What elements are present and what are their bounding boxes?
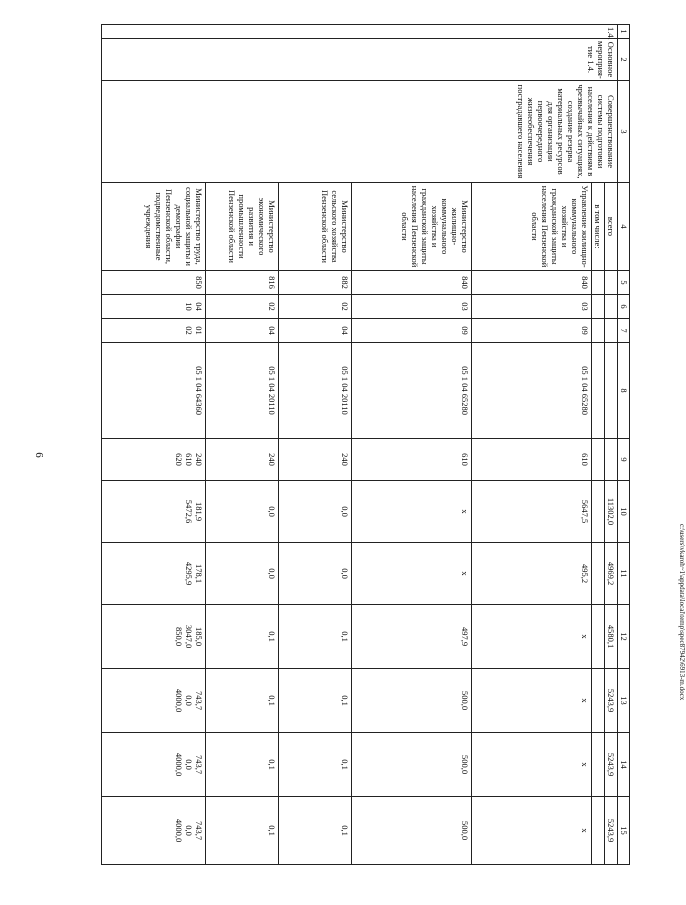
value-cell: 0,0 [278,543,351,605]
header-cell: 9 [618,439,630,481]
code-cell: 610 [351,439,471,481]
value-cell: x [471,797,591,865]
header-cell: 6 [618,295,630,319]
header-cell: 8 [618,343,630,439]
page-number: 6 [33,452,45,458]
header-cell: 1 [618,25,630,39]
code-cell [591,295,604,319]
code-cell: 240 [278,439,351,481]
value-cell: 0,1 [205,797,278,865]
code-cell: 05 1 04 64360 [101,343,205,439]
value-cell: 743,7 0,0 4000,0 [101,733,205,797]
value-cell: 5243,9 [604,733,617,797]
code-cell: 01 02 [101,319,205,343]
code-cell: 240 610 620 [101,439,205,481]
value-cell: 0,1 [205,605,278,669]
measure-type: Основное мероприя-тие 1.4. [101,39,617,81]
table-container [70,24,630,864]
code-cell: 610 [471,439,591,481]
value-cell: 0,1 [205,669,278,733]
header-cell: 14 [618,733,630,797]
code-cell [604,271,617,295]
value-cell: 0,0 [278,481,351,543]
value-cell: 181,9 5472,6 [101,481,205,543]
value-cell: 5243,9 [604,797,617,865]
value-cell: 11302,0 [604,481,617,543]
code-cell: 05 1 04 20110 [278,343,351,439]
code-cell: 840 [471,271,591,295]
header-cell: 2 [618,39,630,81]
value-cell: 0,1 [278,797,351,865]
value-cell [591,733,604,797]
value-cell: 500,0 [351,733,471,797]
code-cell: 05 1 04 65280 [351,343,471,439]
code-cell [604,319,617,343]
executor-cell: Управление жилищно-коммунального хозяйства и гражданской защиты населения Пензенской области [471,183,591,271]
code-cell: 02 [278,295,351,319]
table-row [604,25,617,865]
value-cell [591,605,604,669]
value-cell: 0,1 [278,669,351,733]
value-cell: 5647,5 [471,481,591,543]
executor-cell: Министерство экономического развития и промышленности Пензенской области [205,183,278,271]
value-cell: 0,0 [205,543,278,605]
code-cell: 03 [471,295,591,319]
value-cell: 500,0 [351,797,471,865]
budget-table [101,24,630,865]
measure-description: Совершенствование системы подготовки населения к действиям в чрезвычайных ситуациях, создание резерва материальных ресурсов для организации первоочередного жизнеобеспечения пострадавшего населения [101,81,617,183]
value-cell: 185,0 3047,0 850,0 [101,605,205,669]
footer-file-path: c:\users\vkaroh~1\appdata\local\temp\spec87942\6913-m.docx [678,524,686,701]
executor-cell: Министерство жилищно-коммунального хозяйства и гражданской защиты населения Пензенской области [351,183,471,271]
header-row [618,25,630,865]
executor-cell: Министерство труда, социальной защиты и демографии Пензенской области, подведомственные учреждения [101,183,205,271]
executor-cell: в том числе: [591,183,604,271]
header-cell: 10 [618,481,630,543]
code-cell: 04 10 [101,295,205,319]
header-cell: 11 [618,543,630,605]
code-cell [591,439,604,481]
value-cell: 4969,2 [604,543,617,605]
value-cell: x [351,481,471,543]
code-cell: 03 [351,295,471,319]
header-cell: 13 [618,669,630,733]
value-cell: 0,0 [205,481,278,543]
code-cell: 09 [471,319,591,343]
value-cell: 495,2 [471,543,591,605]
code-cell [604,343,617,439]
code-cell [591,319,604,343]
header-cell: 7 [618,319,630,343]
value-cell: 5243,9 [604,669,617,733]
value-cell: x [471,605,591,669]
value-cell: 4580,1 [604,605,617,669]
value-cell [591,669,604,733]
value-cell [591,797,604,865]
value-cell: x [471,669,591,733]
header-cell: 12 [618,605,630,669]
value-cell: 500,0 [351,669,471,733]
value-cell: 743,7 0,0 4000,0 [101,669,205,733]
code-cell: 840 [351,271,471,295]
executor-cell: всего [604,183,617,271]
code-cell [604,439,617,481]
header-cell: 4 [618,183,630,271]
value-cell [591,481,604,543]
value-cell: 497,9 [351,605,471,669]
code-cell [604,295,617,319]
value-cell [591,543,604,605]
code-cell [591,271,604,295]
rotated-table [70,24,630,864]
value-cell: x [351,543,471,605]
row-number: 1.4. [101,25,617,39]
code-cell: 04 [205,319,278,343]
code-cell: 882 [278,271,351,295]
code-cell: 05 1 04 65280 [471,343,591,439]
code-cell: 02 [205,295,278,319]
header-cell: 3 [618,81,630,183]
code-cell: 04 [278,319,351,343]
header-cell: 5 [618,271,630,295]
code-cell: 09 [351,319,471,343]
value-cell: 0,1 [205,733,278,797]
header-cell: 15 [618,797,630,865]
code-cell: 816 [205,271,278,295]
executor-cell: Министерство сельского хозяйства Пензенской области [278,183,351,271]
code-cell: 05 1 04 20110 [205,343,278,439]
code-cell: 850 [101,271,205,295]
value-cell: 0,1 [278,605,351,669]
value-cell: x [471,733,591,797]
value-cell: 743,7 0,0 4000,0 [101,797,205,865]
code-cell: 240 [205,439,278,481]
value-cell: 178,1 4295,9 [101,543,205,605]
code-cell [591,343,604,439]
value-cell: 0,1 [278,733,351,797]
